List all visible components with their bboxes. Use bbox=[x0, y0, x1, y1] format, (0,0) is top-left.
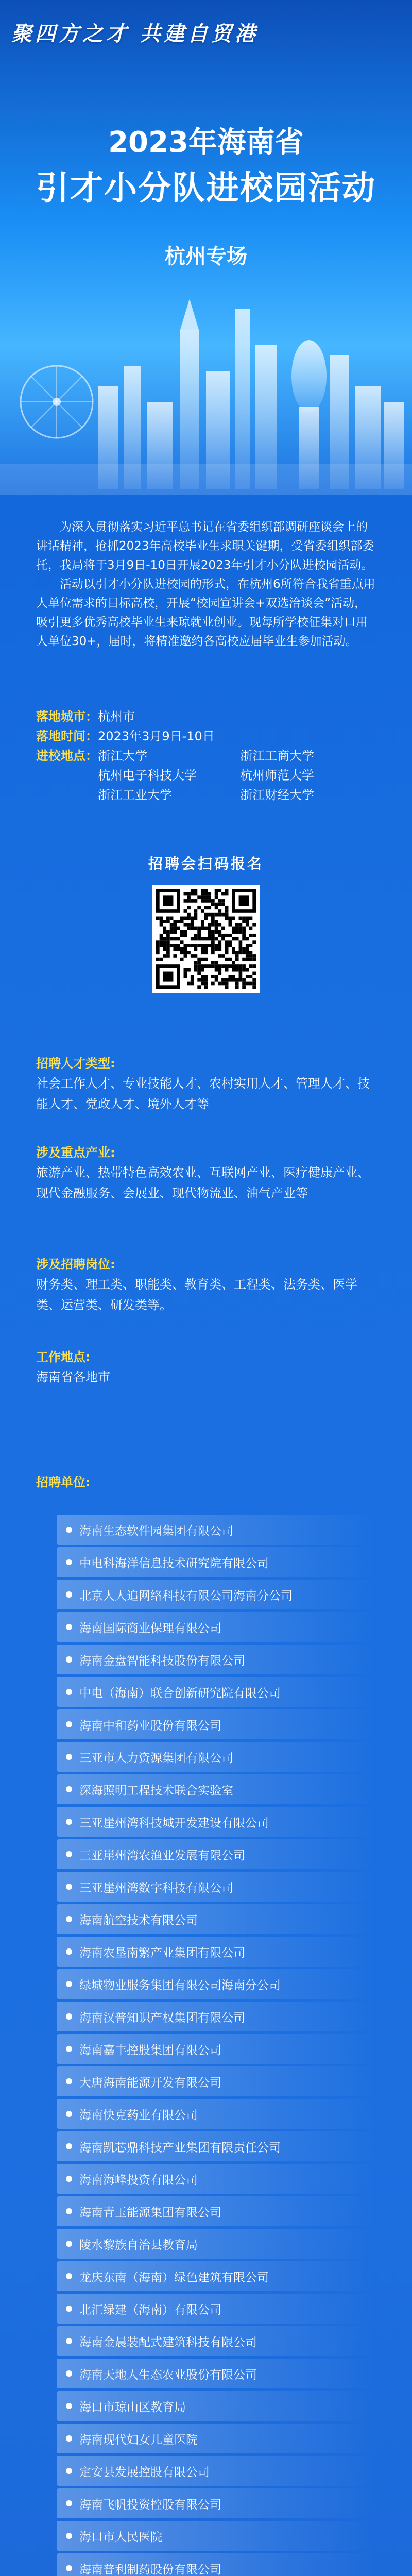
event-details bbox=[36, 707, 376, 805]
campus-item: 浙江大学 bbox=[98, 749, 147, 763]
unit-name: 三亚崖州湾科技城开发建设有限公司 bbox=[79, 1816, 269, 1830]
intro-text bbox=[36, 518, 376, 651]
unit-item bbox=[57, 1969, 376, 1999]
unit-item bbox=[57, 1937, 376, 1967]
page-title: 引才小分队进校园活动 bbox=[36, 170, 376, 208]
campus-item: 杭州师范大学 bbox=[240, 768, 314, 783]
unit-name: 中电科海洋信息技术研究院有限公司 bbox=[79, 1556, 269, 1570]
unit-item bbox=[57, 1677, 376, 1707]
unit-name: 大唐海南能源开发有限公司 bbox=[79, 2076, 221, 2090]
unit-item bbox=[57, 2391, 376, 2421]
unit-item bbox=[57, 2099, 376, 2129]
unit-item bbox=[57, 2326, 376, 2356]
bullet-icon bbox=[66, 1851, 72, 1857]
unit-item bbox=[57, 2261, 376, 2291]
unit-name: 海南青玉能源集团有限公司 bbox=[79, 2206, 221, 2219]
time-label: 落地时间： bbox=[36, 729, 98, 743]
qr-code-graphic bbox=[156, 889, 256, 989]
bullet-icon bbox=[66, 2111, 72, 2117]
unit-item bbox=[57, 1742, 376, 1772]
bullet-icon bbox=[66, 1591, 72, 1598]
unit-name: 海南现代妇女儿童医院 bbox=[79, 2433, 198, 2447]
unit-name: 海南中和药业股份有限公司 bbox=[79, 1719, 221, 1733]
unit-name: 海南生态软件园集团有限公司 bbox=[79, 1524, 233, 1538]
bullet-icon bbox=[66, 2403, 72, 2409]
bullet-icon bbox=[66, 1819, 72, 1825]
bullet-icon bbox=[66, 1624, 72, 1630]
campus-list bbox=[98, 746, 379, 805]
talent-section bbox=[36, 1054, 376, 1114]
location-section bbox=[36, 1347, 376, 1387]
unit-item bbox=[57, 2229, 376, 2259]
unit-name: 海南国际商业保理有限公司 bbox=[79, 1621, 221, 1635]
bullet-icon bbox=[66, 2468, 72, 2474]
bullet-icon bbox=[66, 1559, 72, 1565]
bullet-icon bbox=[66, 2208, 72, 2214]
bullet-icon bbox=[66, 1884, 72, 1890]
unit-name: 海南普利制药股份有限公司 bbox=[79, 2563, 221, 2576]
unit-name: 海南金盘智能科技股份有限公司 bbox=[79, 1654, 245, 1668]
city-row bbox=[36, 707, 376, 726]
units-heading bbox=[36, 1472, 376, 1492]
bullet-icon bbox=[66, 2143, 72, 2149]
intro-paragraph: 为深入贯彻落实习近平总书记在省委组织部调研座谈会上的讲话精神，抢抓2023年高校毕业生求职关键期，受省委组织部委托，我局将于3月9日-10日开展2023年引才小分队进校园活动。 bbox=[36, 520, 374, 572]
positions-label: 涉及招聘岗位: bbox=[36, 1257, 115, 1272]
positions-text: 财务类、理工类、职能类、教育类、工程类、法务类、医学类、运营类、研发类等。 bbox=[36, 1277, 357, 1312]
unit-item bbox=[57, 1774, 376, 1804]
unit-item bbox=[57, 1515, 376, 1545]
campus-label: 进校地点： bbox=[36, 749, 98, 763]
unit-item bbox=[57, 2553, 376, 2576]
unit-item bbox=[57, 1709, 376, 1739]
city-value: 杭州市 bbox=[98, 709, 135, 724]
unit-name: 三亚市人力资源集团有限公司 bbox=[79, 1751, 233, 1765]
bullet-icon bbox=[66, 2565, 72, 2571]
unit-item bbox=[57, 2521, 376, 2551]
subtitle: 杭州专场 bbox=[165, 245, 247, 268]
bullet-icon bbox=[66, 2533, 72, 2539]
city-label: 落地城市： bbox=[36, 709, 98, 724]
bullet-icon bbox=[66, 2338, 72, 2344]
unit-item bbox=[57, 2034, 376, 2064]
time-row bbox=[36, 726, 376, 746]
bullet-icon bbox=[66, 1721, 72, 1727]
location-label: 工作地点: bbox=[36, 1350, 91, 1364]
register-qr-section bbox=[0, 853, 412, 993]
unit-name: 海南汉普知识产权集团有限公司 bbox=[79, 2011, 245, 2025]
city-skyline-illustration bbox=[0, 268, 412, 495]
bullet-icon bbox=[66, 2306, 72, 2312]
unit-item bbox=[57, 2002, 376, 2031]
unit-name: 陵水黎族自治县教育局 bbox=[79, 2238, 198, 2252]
campus-item: 浙江财经大学 bbox=[240, 788, 314, 802]
bullet-icon bbox=[66, 2500, 72, 2506]
unit-name: 深海照明工程技术联合实验室 bbox=[79, 1784, 233, 1798]
unit-name: 北汇绿建（海南）有限公司 bbox=[79, 2303, 221, 2317]
unit-item bbox=[57, 1612, 376, 1642]
register-qr-title: 招聘会扫码报名 bbox=[148, 855, 264, 872]
slogan-calligraphy: 聚四方之才 共建自贸港 bbox=[11, 22, 259, 46]
positions-section bbox=[36, 1255, 376, 1315]
unit-item bbox=[57, 2424, 376, 2453]
talent-label: 招聘人才类型: bbox=[36, 1056, 115, 1071]
unit-item bbox=[57, 1872, 376, 1902]
industry-text: 旅游产业、热带特色高效农业、互联网产业、医疗健康产业、现代金融服务、会展业、现代物流业、油气产业等 bbox=[36, 1165, 370, 1200]
unit-item bbox=[57, 1547, 376, 1577]
unit-item bbox=[57, 1807, 376, 1837]
unit-item bbox=[57, 2066, 376, 2096]
unit-item bbox=[57, 1580, 376, 1609]
register-qr-code[interactable] bbox=[152, 885, 260, 993]
intro-paragraph: 活动以引才小分队进校园的形式，在杭州6所符合我省重点用人单位需求的目标高校，开展“校园宣讲会+双选洽谈会”活动，吸引更多优秀高校毕业生来琼就业创业。现每所学校征集对口用人单位30+，届时，将精准邀约各高校应届毕业生参加活动。 bbox=[36, 578, 375, 648]
unit-name: 海南飞帆投资控股有限公司 bbox=[79, 2498, 221, 2512]
units-label: 招聘单位: bbox=[36, 1475, 91, 1489]
campus-item: 浙江工商大学 bbox=[240, 749, 314, 763]
bullet-icon bbox=[66, 2435, 72, 2442]
unit-name: 海口市琼山区教育局 bbox=[79, 2400, 186, 2414]
unit-name: 海南快克药业有限公司 bbox=[79, 2108, 198, 2122]
unit-item bbox=[57, 2196, 376, 2226]
unit-name: 海南凯芯鼎科技产业集团有限责任公司 bbox=[79, 2141, 281, 2155]
unit-item bbox=[57, 1904, 376, 1934]
unit-item bbox=[57, 2164, 376, 2194]
unit-name: 绿城物业服务集团有限公司海南分公司 bbox=[79, 1978, 281, 1992]
unit-item bbox=[57, 2456, 376, 2486]
unit-name: 海南嘉丰控股集团有限公司 bbox=[79, 2043, 221, 2057]
bullet-icon bbox=[66, 1981, 72, 1987]
campus-item: 杭州电子科技大学 bbox=[98, 768, 197, 783]
unit-item bbox=[57, 2488, 376, 2518]
unit-item bbox=[57, 1839, 376, 1869]
unit-name: 海南农垦南繁产业集团有限公司 bbox=[79, 1946, 245, 1960]
unit-name: 三亚崖州湾农渔业发展有限公司 bbox=[79, 1849, 245, 1862]
bullet-icon bbox=[66, 2241, 72, 2247]
unit-name: 定安县发展控股有限公司 bbox=[79, 2465, 210, 2479]
bullet-icon bbox=[66, 2046, 72, 2052]
unit-name: 海南海峰投资有限公司 bbox=[79, 2173, 198, 2187]
units-list bbox=[57, 1515, 376, 2576]
unit-item bbox=[57, 2131, 376, 2161]
bullet-icon bbox=[66, 1656, 72, 1663]
unit-name: 海南航空技术有限公司 bbox=[79, 1913, 198, 1927]
bullet-icon bbox=[66, 1786, 72, 1792]
bullet-icon bbox=[66, 1527, 72, 1533]
time-value: 2023年3月9日-10日 bbox=[98, 729, 215, 743]
bullet-icon bbox=[66, 1916, 72, 1922]
bullet-icon bbox=[66, 2370, 72, 2377]
unit-name: 海口市人民医院 bbox=[79, 2530, 162, 2544]
bullet-icon bbox=[66, 2273, 72, 2279]
industry-section bbox=[36, 1143, 376, 1204]
bullet-icon bbox=[66, 2176, 72, 2182]
unit-name: 中电（海南）联合创新研究院有限公司 bbox=[79, 1686, 281, 1700]
unit-item bbox=[57, 2294, 376, 2324]
bullet-icon bbox=[66, 2078, 72, 2084]
bullet-icon bbox=[66, 1754, 72, 1760]
campus-item: 浙江工业大学 bbox=[98, 788, 172, 802]
bullet-icon bbox=[66, 2013, 72, 2020]
industry-label: 涉及重点产业: bbox=[36, 1145, 115, 1160]
title-year: 2023年海南省 bbox=[108, 126, 304, 159]
talent-text: 社会工作人才、专业技能人才、农村实用人才、管理人才、技能人才、党政人才、境外人才等 bbox=[36, 1076, 370, 1111]
unit-name: 三亚崖州湾数字科技有限公司 bbox=[79, 1881, 233, 1895]
unit-item bbox=[57, 2359, 376, 2388]
unit-name: 海南金晨装配式建筑科技有限公司 bbox=[79, 2335, 257, 2349]
hero-banner bbox=[0, 0, 412, 495]
unit-name: 北京人人追网络科技有限公司海南分公司 bbox=[79, 1589, 293, 1603]
unit-name: 龙庆东南（海南）绿色建筑有限公司 bbox=[79, 2270, 269, 2284]
bullet-icon bbox=[66, 1948, 72, 1955]
campus-row bbox=[36, 746, 376, 805]
unit-name: 海南天地人生态农业股份有限公司 bbox=[79, 2368, 257, 2382]
bullet-icon bbox=[66, 1689, 72, 1695]
location-text: 海南省各地市 bbox=[36, 1370, 110, 1384]
unit-item bbox=[57, 1645, 376, 1674]
